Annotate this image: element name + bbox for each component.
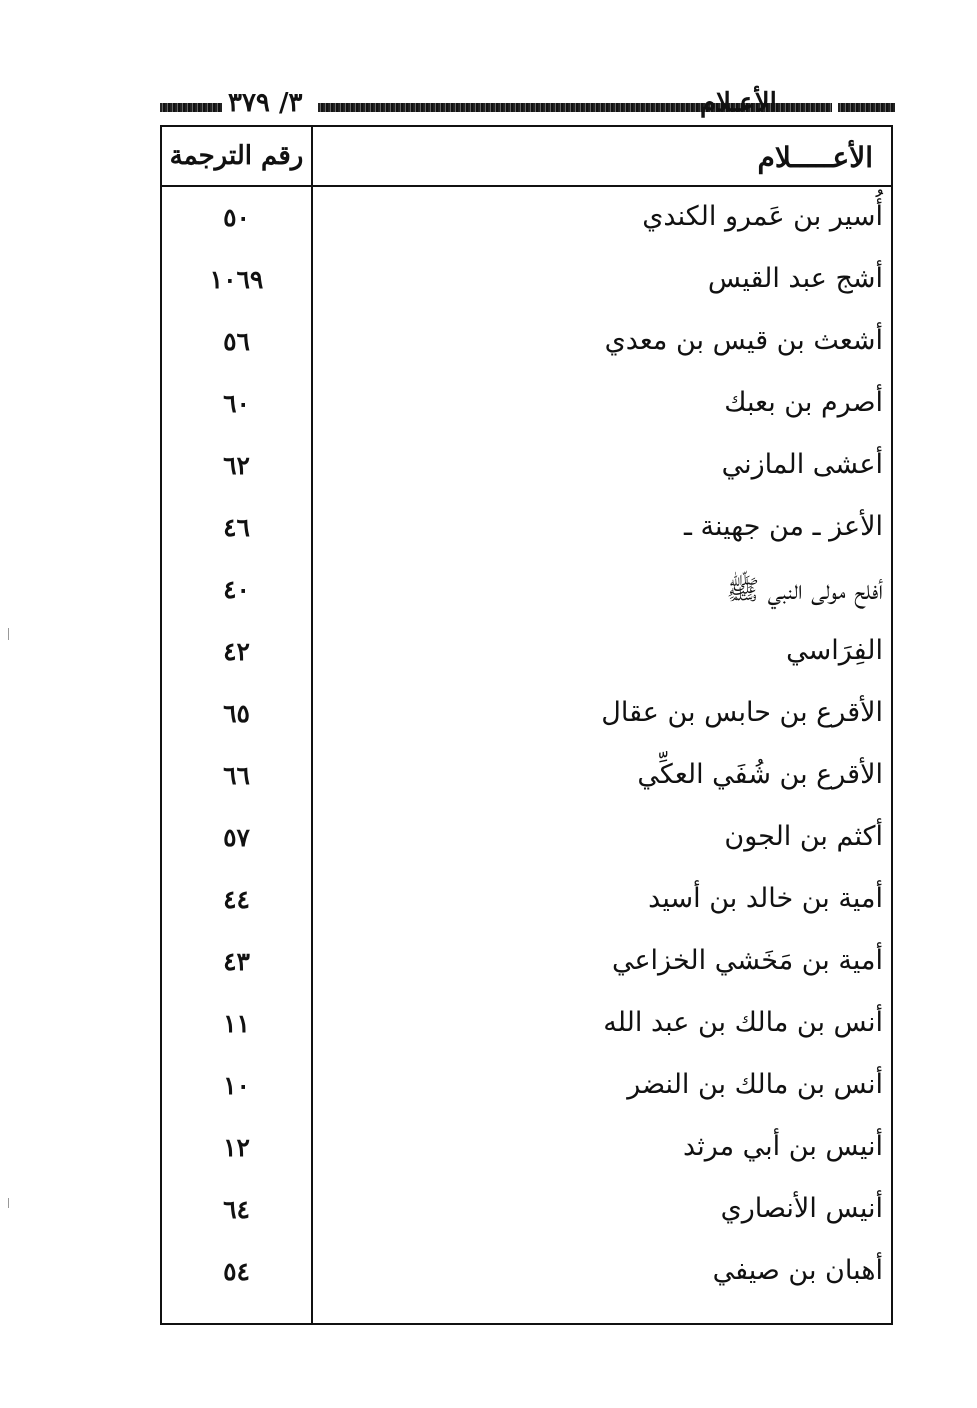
person-name: الأعز ـ من جهينة ـ bbox=[684, 511, 883, 542]
translation-number: ٥٠ bbox=[223, 203, 250, 232]
person-name: أصرم بن بعبك bbox=[724, 387, 883, 418]
table-row bbox=[162, 747, 891, 809]
running-title: الأعـلام bbox=[700, 88, 777, 118]
table-header-row bbox=[162, 127, 891, 187]
table-row bbox=[162, 995, 891, 1057]
person-name: الأقرع بن شُفَي العكِّي bbox=[637, 759, 883, 790]
translation-number: ٤٢ bbox=[223, 637, 250, 666]
table-row bbox=[162, 933, 891, 995]
person-name: أعشى المازني bbox=[721, 449, 883, 480]
table-row bbox=[162, 623, 891, 685]
table-row bbox=[162, 437, 891, 499]
table-row bbox=[162, 251, 891, 313]
person-name: أفلح مولى النبي ﷺ bbox=[726, 575, 883, 606]
person-name: أمية بن خالد بن أسيد bbox=[648, 883, 883, 914]
translation-number: ٦٠ bbox=[223, 389, 250, 418]
person-name: أكثم بن الجون bbox=[724, 821, 883, 852]
header-rule-left bbox=[160, 103, 222, 112]
table-row bbox=[162, 1181, 891, 1243]
person-name: أنيس الأنصاري bbox=[720, 1193, 883, 1224]
table-row bbox=[162, 561, 891, 623]
translation-number: ٥٧ bbox=[223, 823, 250, 852]
translation-number: ٤٣ bbox=[223, 947, 250, 976]
translation-number: ٥٦ bbox=[223, 327, 250, 356]
margin-mark bbox=[8, 1198, 9, 1208]
person-name: أهبان بن صيفي bbox=[712, 1255, 883, 1286]
translation-number: ٦٦ bbox=[223, 761, 250, 790]
name-column-header: الأعـــــلام bbox=[757, 141, 873, 174]
translation-number: ٤٦ bbox=[223, 513, 250, 542]
page-header bbox=[160, 88, 895, 122]
translation-number: ٦٤ bbox=[223, 1195, 250, 1224]
person-name: أنيس بن أبي مرثد bbox=[683, 1131, 883, 1162]
table-row bbox=[162, 685, 891, 747]
table-row bbox=[162, 871, 891, 933]
margin-mark bbox=[8, 628, 9, 640]
header-rule-right bbox=[838, 103, 895, 112]
translation-number: ٤٠ bbox=[223, 575, 250, 604]
number-column-header: رقم الترجمة bbox=[169, 141, 304, 171]
table-row bbox=[162, 189, 891, 251]
translation-number: ١٢ bbox=[223, 1133, 250, 1162]
table-row bbox=[162, 809, 891, 871]
table-row bbox=[162, 313, 891, 375]
table-row bbox=[162, 1119, 891, 1181]
person-name: أشعث بن قيس بن معدي bbox=[604, 325, 883, 356]
translation-number: ٦٢ bbox=[223, 451, 250, 480]
translation-number: ٦٥ bbox=[223, 699, 250, 728]
person-name: الفِرَاسي bbox=[786, 635, 883, 666]
translation-number: ١٠٦٩ bbox=[209, 265, 264, 294]
translation-number: ١٠ bbox=[223, 1071, 250, 1100]
names-index-table bbox=[160, 125, 893, 1325]
table-row bbox=[162, 1057, 891, 1119]
person-name: أنس بن مالك بن النضر bbox=[627, 1069, 883, 1100]
person-name: أمية بن مَخَشي الخزاعي bbox=[611, 945, 883, 976]
person-name: أشج عبد القيس bbox=[707, 263, 883, 294]
translation-number: ١١ bbox=[223, 1009, 250, 1038]
translation-number: ٤٤ bbox=[223, 885, 250, 914]
table-row bbox=[162, 499, 891, 561]
person-name: الأقرع بن حابس بن عقال bbox=[601, 697, 883, 728]
table-row bbox=[162, 1243, 891, 1305]
person-name: أُسير بن عَمرو الكندي bbox=[642, 201, 883, 232]
table-row bbox=[162, 375, 891, 437]
translation-number: ٥٤ bbox=[223, 1257, 250, 1286]
page-reference: ٣/ ٣٧٩ bbox=[228, 88, 303, 118]
person-name: أنس بن مالك بن عبد الله bbox=[603, 1007, 883, 1038]
